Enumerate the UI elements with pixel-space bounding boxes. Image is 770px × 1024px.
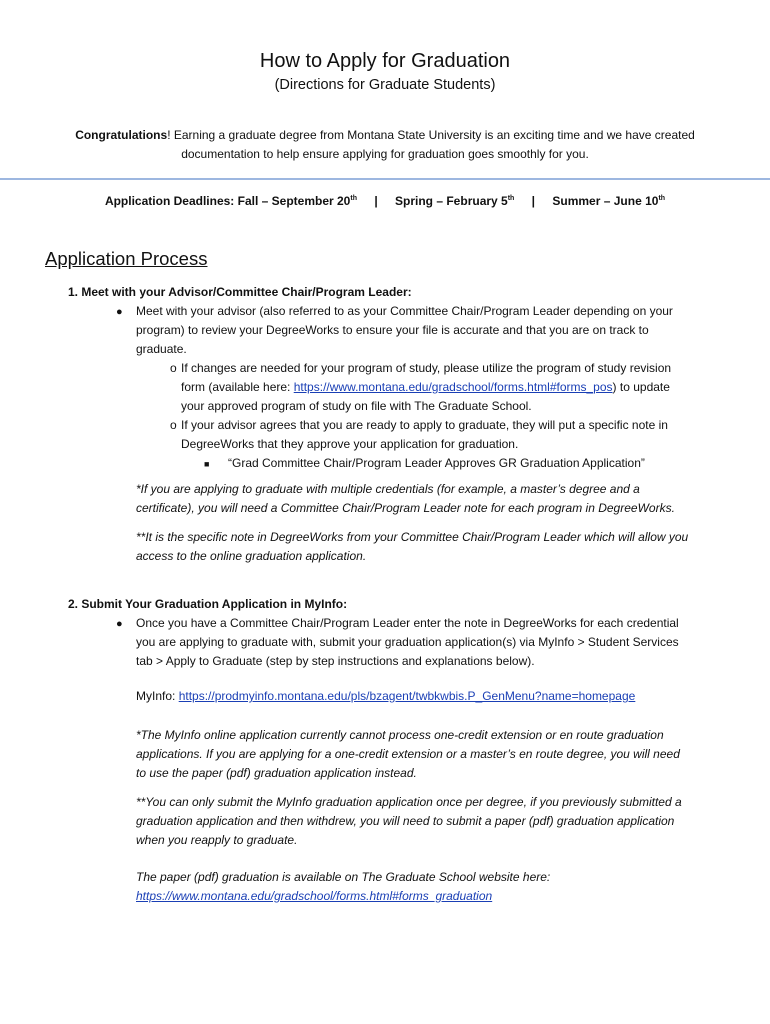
paper-application-line: The paper (pdf) graduation is available on The Graduate School website here: — [136, 870, 551, 884]
bullet-icon: ● — [116, 306, 123, 318]
step-1-bullet-line: Meet with your advisor (also referred to as your Committee Chair/Program Leader depending on your — [136, 304, 673, 318]
program-of-study-link[interactable]: https://www.montana.edu/gradschool/forms.html#forms_pos — [293, 380, 613, 394]
myinfo-line: MyInfo: https://prodmyinfo.montana.edu/pls/bzagent/twbkwbis.P_GenMenu?name=homepage — [136, 689, 636, 703]
deadline-separator: | — [531, 194, 536, 208]
circle-bullet-icon: o — [170, 361, 177, 375]
paper-graduation-form-link[interactable]: https://www.montana.edu/gradschool/forms.html#forms_graduation — [136, 889, 493, 903]
intro-paragraph — [40, 126, 730, 164]
sub-bullet-line: If changes are needed for your program of study, please utilize the program of study revision — [181, 361, 672, 375]
step-2-heading: 2. Submit Your Graduation Application in MyInfo: — [68, 597, 348, 611]
note-line: certificate), you will need a Committee Chair/Program Leader note for each program in DegreeWorks. — [136, 501, 675, 515]
note-line: **It is the specific note in DegreeWorks from your Committee Chair/Program Leader which will allow you — [136, 530, 689, 544]
deadlines-line — [0, 194, 770, 208]
intro-bold: Congratulations — [75, 128, 168, 142]
circle-bullet-icon: o — [170, 418, 177, 432]
square-bullet-icon: ■ — [204, 459, 210, 469]
deadline-summer: Summer – June 10th — [552, 194, 666, 208]
paper-link-line — [136, 887, 726, 906]
step-2-bullet-line: Once you have a Committee Chair/Program Leader enter the note in DegreeWorks for each credential — [136, 616, 679, 630]
note-line: applications. If you are applying for a one-credit extension or a master’s en route degree, you will need — [136, 747, 680, 761]
note-line: graduation application and then withdrew, you will need to submit a paper (pdf) graduation application — [136, 814, 675, 828]
page-title: How to Apply for Graduation — [259, 50, 511, 72]
bullet-icon: ● — [116, 618, 123, 630]
sub-bullet-line: DegreeWorks that they approve your application for graduation. — [181, 437, 519, 451]
note-line: *The MyInfo online application currently cannot process one-credit extension or en route graduation — [136, 728, 664, 742]
step-2-bullet-line: you are applying to graduate with, submit your graduation application(s) via MyInfo > Student Services — [136, 635, 679, 649]
divider — [0, 178, 770, 180]
deadline-spring: Spring – February 5th — [395, 194, 515, 208]
note-line: access to the online graduation application. — [136, 549, 367, 563]
step-1-bullet-line: graduate. — [136, 342, 187, 356]
step-1-heading: 1. Meet with your Advisor/Committee Chair/Program Leader: — [68, 285, 412, 299]
intro-line1: ! Earning a graduate degree from Montana State University is an exciting time and we have created — [167, 128, 695, 142]
deadline-fall: Fall – September 20th — [237, 194, 357, 208]
note-line: when you reapply to graduate. — [136, 833, 298, 847]
step-1-bullet-line: program) to review your DegreeWorks to ensure your file is accurate and that you are on track to — [136, 323, 649, 337]
deadline-separator: | — [374, 194, 378, 208]
deadlines-label: Application Deadlines: — [104, 194, 235, 208]
page-subtitle: (Directions for Graduate Students) — [274, 77, 496, 93]
sub-bullet-line: form (available here: https://www.montana.edu/gradschool/forms.html#forms_pos) to update — [181, 380, 670, 394]
myinfo-link[interactable]: https://prodmyinfo.montana.edu/pls/bzagent/twbkwbis.P_GenMenu?name=homepage — [178, 689, 636, 703]
approval-note-quote: “Grad Committee Chair/Program Leader Approves GR Graduation Application” — [228, 456, 645, 470]
step-2-bullet-line: tab > Apply to Graduate (step by step instructions and explanations below). — [136, 654, 535, 668]
intro-line2: documentation to help ensure applying for graduation goes smoothly for you. — [181, 147, 589, 161]
sub-bullet-line: If your advisor agrees that you are ready to apply to graduate, they will put a specific note in — [181, 418, 668, 432]
sub-bullet-line: your approved program of study on file with The Graduate School. — [181, 399, 532, 413]
section-heading: Application Process — [45, 248, 208, 269]
note-line: to use the paper (pdf) graduation application instead. — [136, 766, 417, 780]
note-line: *If you are applying to graduate with multiple credentials (for example, a master’s degree and a — [136, 482, 640, 496]
note-line: **You can only submit the MyInfo graduation application once per degree, if you previously submitted a — [136, 795, 682, 809]
